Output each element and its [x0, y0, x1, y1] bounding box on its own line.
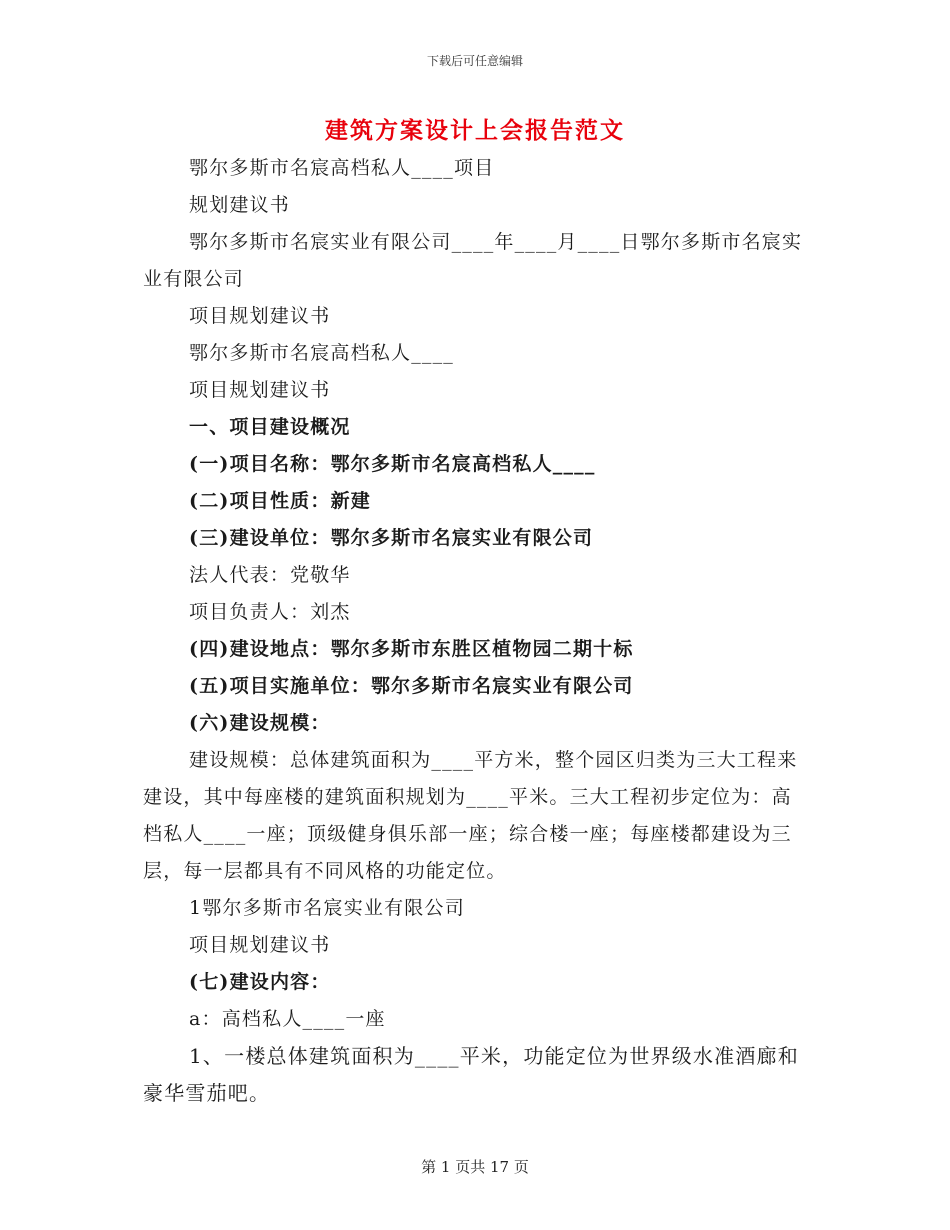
- section-heading: (一)项目名称：鄂尔多斯市名宸高档私人____: [189, 453, 596, 475]
- section-heading: (四)建设地点：鄂尔多斯市东胜区植物园二期十标: [189, 638, 634, 660]
- section-heading: (二)项目性质：新建: [189, 490, 371, 512]
- paragraph: 建设规模：总体建筑面积为____平方米，整个园区归类为三大工程来建设，其中每座楼的建筑面积规划为____平米。三大工程初步定位为：高档私人____一座；顶级健身俱乐部一座；综合楼一座；每座楼都建设为三层，每一层都具有不同风格的功能定位。: [143, 749, 798, 882]
- section-heading: (六)建设规模：: [189, 712, 331, 734]
- paragraph: 项目规划建议书: [189, 934, 331, 956]
- paragraph: 鄂尔多斯市名宸高档私人____项目: [189, 157, 495, 179]
- paragraph: 项目规划建议书: [189, 305, 331, 327]
- paragraph: 鄂尔多斯市名宸高档私人____: [189, 342, 455, 364]
- document-body: [143, 150, 808, 1112]
- section-heading: (七)建设内容：: [189, 971, 331, 993]
- paragraph: 规划建议书: [189, 194, 291, 216]
- paragraph: 项目负责人：刘杰: [189, 601, 351, 623]
- page-footer: 第 1 页共 17 页: [421, 1158, 529, 1176]
- paragraph: a：高档私人____一座: [189, 1008, 386, 1030]
- section-heading: (五)项目实施单位：鄂尔多斯市名宸实业有限公司: [189, 675, 634, 697]
- paragraph: 鄂尔多斯市名宸实业有限公司____年____月____日鄂尔多斯市名宸实业有限公司: [143, 231, 803, 290]
- document-title: 建筑方案设计上会报告范文: [325, 117, 625, 144]
- paragraph: 1、一楼总体建筑面积为____平米，功能定位为世界级水准酒廊和豪华雪茄吧。: [143, 1044, 799, 1105]
- paragraph: 项目规划建议书: [189, 379, 331, 401]
- paragraph: 1鄂尔多斯市名宸实业有限公司: [189, 897, 465, 919]
- header-note: 下载后可任意编辑: [426, 54, 523, 68]
- section-heading: (三)建设单位：鄂尔多斯市名宸实业有限公司: [189, 527, 594, 549]
- paragraph: 法人代表：党敬华: [189, 564, 351, 586]
- section-heading: 一、项目建设概况: [189, 416, 351, 438]
